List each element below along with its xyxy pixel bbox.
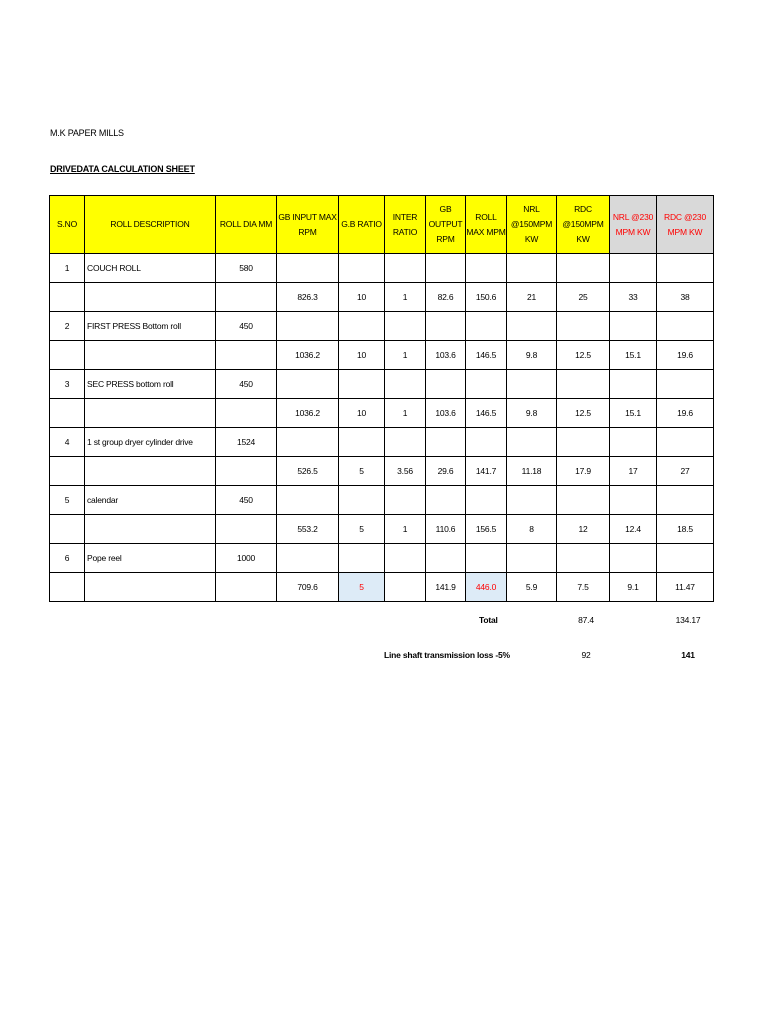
table-cell [85, 515, 216, 544]
table-cell [216, 341, 277, 370]
table-cell [385, 544, 426, 573]
table-cell: 19.6 [657, 399, 714, 428]
table-cell: 9.8 [507, 399, 557, 428]
column-header: ROLL DIA MM [216, 196, 277, 254]
table-cell [610, 428, 657, 457]
table-cell [657, 544, 714, 573]
table-cell: 146.5 [466, 341, 507, 370]
table-cell [610, 486, 657, 515]
table-row [50, 515, 714, 544]
table-cell [216, 457, 277, 486]
table-row [50, 283, 714, 312]
table-cell [50, 341, 85, 370]
loss-rdc-230: 141 [681, 650, 695, 660]
table-cell: 4 [50, 428, 85, 457]
table-cell: 1000 [216, 544, 277, 573]
table-cell [426, 544, 466, 573]
company-name: M.K PAPER MILLS [50, 128, 124, 138]
column-header: GB OUTPUT RPM [426, 196, 466, 254]
table-cell: 29.6 [426, 457, 466, 486]
table-cell: 9.1 [610, 573, 657, 602]
loss-label: Line shaft transmission loss -5% [384, 650, 510, 660]
table-row [50, 254, 714, 283]
table-cell: 141.7 [466, 457, 507, 486]
table-row [50, 312, 714, 341]
table-cell [466, 544, 507, 573]
table-cell [507, 312, 557, 341]
table-cell [216, 283, 277, 312]
column-header: NRL @150MPM KW [507, 196, 557, 254]
table-cell [426, 254, 466, 283]
table-cell: 553.2 [277, 515, 339, 544]
table-cell: 82.6 [426, 283, 466, 312]
table-cell [50, 457, 85, 486]
table-cell [426, 312, 466, 341]
table-cell: 18.5 [657, 515, 714, 544]
table-cell [277, 544, 339, 573]
table-cell [507, 254, 557, 283]
table-cell [426, 428, 466, 457]
table-row [50, 457, 714, 486]
table-cell [385, 486, 426, 515]
table-cell: 12.5 [557, 341, 610, 370]
table-cell [277, 428, 339, 457]
table-row [50, 428, 714, 457]
table-cell: 8 [507, 515, 557, 544]
column-header: INTER RATIO [385, 196, 426, 254]
table-cell: 450 [216, 312, 277, 341]
table-cell: 580 [216, 254, 277, 283]
table-cell [657, 486, 714, 515]
table-cell [657, 312, 714, 341]
table-cell: 27 [657, 457, 714, 486]
table-cell [466, 428, 507, 457]
table-cell [385, 370, 426, 399]
header-row [50, 196, 714, 254]
column-header: NRL @230 MPM KW [610, 196, 657, 254]
table-cell [557, 544, 610, 573]
table-cell [85, 457, 216, 486]
table-cell [85, 573, 216, 602]
table-cell: 526.5 [277, 457, 339, 486]
table-cell: 146.5 [466, 399, 507, 428]
table-cell: 5 [339, 457, 385, 486]
column-header: GB INPUT MAX RPM [277, 196, 339, 254]
table-row [50, 544, 714, 573]
table-cell: 3 [50, 370, 85, 399]
table-cell: SEC PRESS bottom roll [85, 370, 216, 399]
table-cell: 10 [339, 341, 385, 370]
table-cell [507, 428, 557, 457]
total-rdc-150: 87.4 [578, 615, 594, 625]
table-row [50, 573, 714, 602]
table-cell [426, 370, 466, 399]
column-header: ROLL MAX MPM [466, 196, 507, 254]
table-cell [610, 312, 657, 341]
table-cell [466, 370, 507, 399]
table-cell [339, 428, 385, 457]
table-cell [657, 370, 714, 399]
table-cell [339, 370, 385, 399]
table-cell [426, 486, 466, 515]
table-cell: 1036.2 [277, 341, 339, 370]
sheet-title: DRIVEDATA CALCULATION SHEET [50, 164, 195, 174]
table-cell: 5.9 [507, 573, 557, 602]
table-cell [466, 486, 507, 515]
column-header: ROLL DESCRIPTION [85, 196, 216, 254]
table-cell [216, 573, 277, 602]
table-cell: 103.6 [426, 399, 466, 428]
table-cell: 15.1 [610, 341, 657, 370]
table-cell: 1 [385, 515, 426, 544]
table-cell [50, 573, 85, 602]
table-cell [216, 399, 277, 428]
table-cell [557, 312, 610, 341]
table-cell: 446.0 [466, 573, 507, 602]
table-cell [466, 312, 507, 341]
table-cell [339, 312, 385, 341]
table-cell: 12.5 [557, 399, 610, 428]
table-cell [657, 428, 714, 457]
table-cell [610, 254, 657, 283]
table-cell [507, 486, 557, 515]
table-cell: 1 [385, 283, 426, 312]
table-cell: 25 [557, 283, 610, 312]
table-cell: 1 st group dryer cylinder drive [85, 428, 216, 457]
table-cell: 12 [557, 515, 610, 544]
table-cell: 9.8 [507, 341, 557, 370]
table-cell [50, 515, 85, 544]
table-cell: 7.5 [557, 573, 610, 602]
table-cell [557, 486, 610, 515]
table-cell: 21 [507, 283, 557, 312]
table-cell [507, 370, 557, 399]
table-cell: 156.5 [466, 515, 507, 544]
table-cell: 10 [339, 283, 385, 312]
column-header: RDC @150MPM KW [557, 196, 610, 254]
table-cell [85, 341, 216, 370]
table-cell [85, 283, 216, 312]
table-cell [657, 254, 714, 283]
table-cell: 103.6 [426, 341, 466, 370]
total-label: Total [479, 615, 498, 625]
total-rdc-230: 134.17 [675, 615, 701, 625]
column-header: G.B RATIO [339, 196, 385, 254]
table-cell: calendar [85, 486, 216, 515]
table-cell: 17 [610, 457, 657, 486]
table-cell: 150.6 [466, 283, 507, 312]
table-cell: 12.4 [610, 515, 657, 544]
table-cell [339, 544, 385, 573]
table-cell: FIRST PRESS Bottom roll [85, 312, 216, 341]
table-cell: 19.6 [657, 341, 714, 370]
table-cell: 17.9 [557, 457, 610, 486]
table-cell [385, 428, 426, 457]
table-cell: 5 [50, 486, 85, 515]
table-cell: 33 [610, 283, 657, 312]
table-cell: 141.9 [426, 573, 466, 602]
table-cell: 450 [216, 370, 277, 399]
table-cell [557, 428, 610, 457]
table-cell: 1 [50, 254, 85, 283]
table-cell: 1 [385, 399, 426, 428]
column-header: S.NO [50, 196, 85, 254]
table-cell [385, 573, 426, 602]
table-cell [277, 254, 339, 283]
table-cell: 11.47 [657, 573, 714, 602]
table-row [50, 341, 714, 370]
table-row [50, 370, 714, 399]
table-cell [277, 370, 339, 399]
table-cell [339, 254, 385, 283]
table-cell [557, 370, 610, 399]
table-cell [50, 283, 85, 312]
table-row [50, 399, 714, 428]
table-cell [50, 399, 85, 428]
table-cell: 2 [50, 312, 85, 341]
table-cell: 1 [385, 341, 426, 370]
table-cell: COUCH ROLL [85, 254, 216, 283]
table-cell: 110.6 [426, 515, 466, 544]
table-cell [610, 370, 657, 399]
table-cell [277, 312, 339, 341]
loss-rdc-150: 92 [581, 650, 591, 660]
table-cell: 6 [50, 544, 85, 573]
table-cell: 1036.2 [277, 399, 339, 428]
table-cell: 450 [216, 486, 277, 515]
table-cell [85, 399, 216, 428]
drive-data-table [49, 195, 714, 602]
table-cell: 826.3 [277, 283, 339, 312]
column-header: RDC @230 MPM KW [657, 196, 714, 254]
table-row [50, 486, 714, 515]
table-cell [216, 515, 277, 544]
table-cell [339, 486, 385, 515]
table-cell [610, 544, 657, 573]
table-cell [277, 486, 339, 515]
table-cell [385, 312, 426, 341]
table-cell: 5 [339, 573, 385, 602]
table-cell: 38 [657, 283, 714, 312]
table-cell [557, 254, 610, 283]
table-cell [507, 544, 557, 573]
table-cell: 3.56 [385, 457, 426, 486]
table-cell [385, 254, 426, 283]
table-cell: 5 [339, 515, 385, 544]
table-cell: 10 [339, 399, 385, 428]
table-cell: 15.1 [610, 399, 657, 428]
table-cell: 1524 [216, 428, 277, 457]
table-cell: Pope reel [85, 544, 216, 573]
table-cell [466, 254, 507, 283]
table-cell: 709.6 [277, 573, 339, 602]
table-cell: 11.18 [507, 457, 557, 486]
